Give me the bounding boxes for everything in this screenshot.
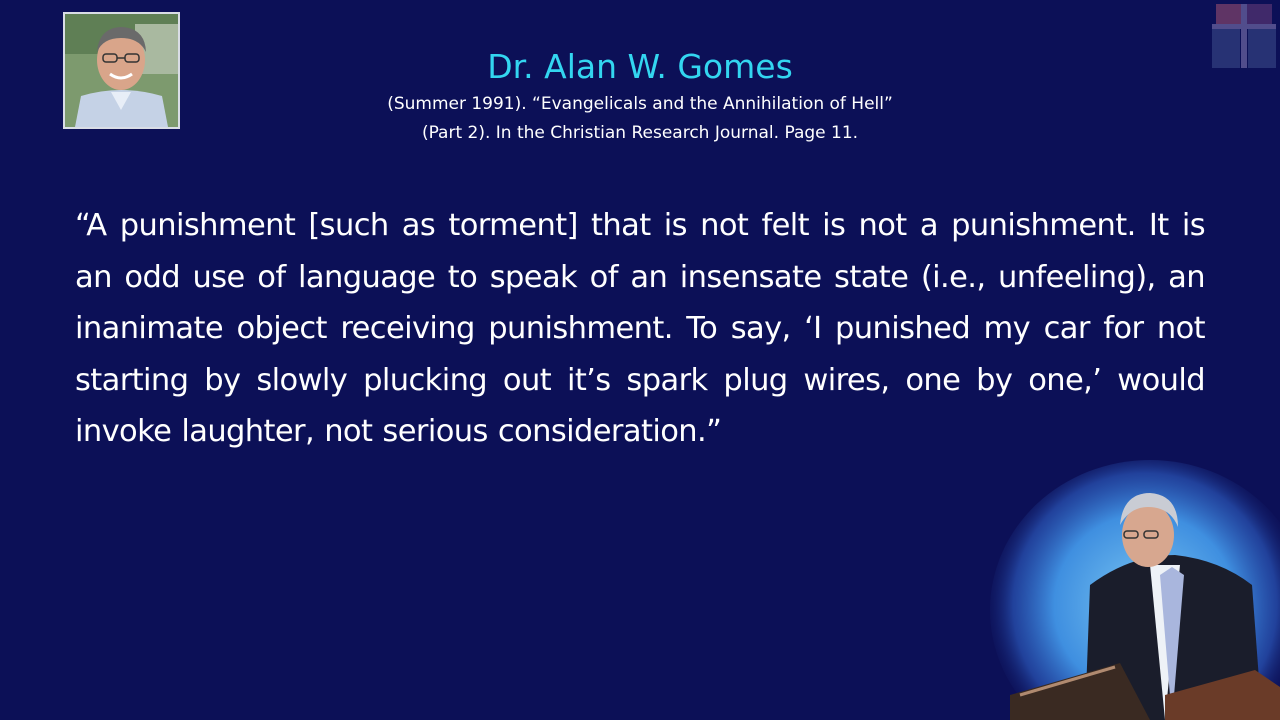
cross-logo-icon xyxy=(1212,2,1276,70)
citation-line-1: (Summer 1991). “Evangelicals and the Annihilation of Hell” xyxy=(387,94,893,114)
speaker-video-overlay xyxy=(990,455,1280,720)
slide-title: Dr. Alan W. Gomes xyxy=(487,47,793,86)
slide-header xyxy=(300,44,980,148)
author-portrait xyxy=(63,12,180,129)
quote-text: “A punishment [such as torment] that is not felt is not a punishment. It is an odd use of language to speak of an insensate state (i.e., unfeeling), an inanimate object receiving punishment. To say, ‘I punished my car for not starting by slowly plucking out it’s spark plug wires, one by one,’ would invoke laughter, not serious consideration.” xyxy=(75,208,1205,449)
citation-line-2: (Part 2). In the Christian Research Journal. Page 11. xyxy=(421,123,859,143)
